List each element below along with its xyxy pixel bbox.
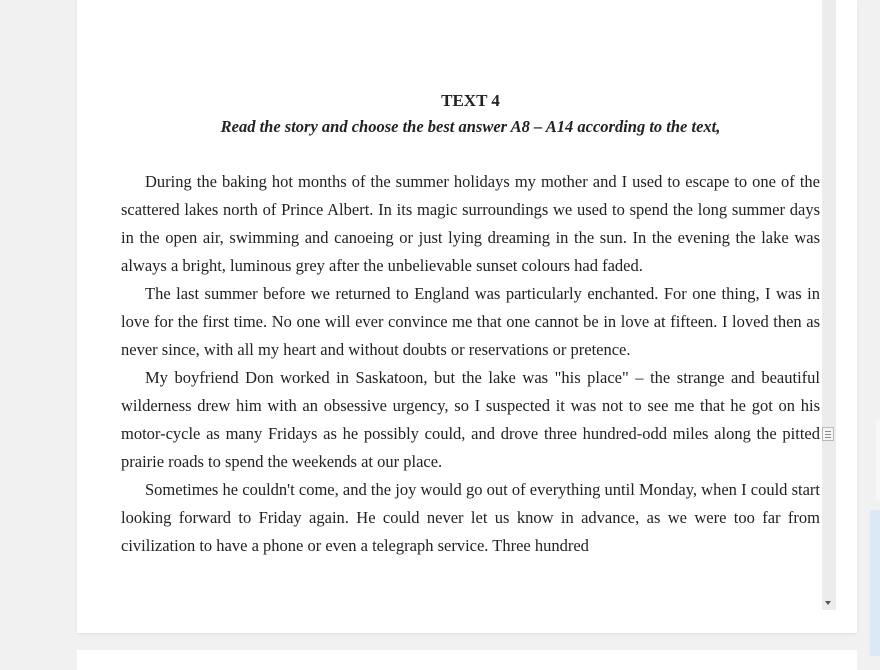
section-heading: TEXT 4: [441, 91, 500, 110]
spacer: [121, 140, 820, 168]
paragraph-4: Sometimes he couldn't come, and the joy would go out of everything until Monday, when I could start looking forward to Friday again. He could never let us know in advance, as we were too far from civilization to have a phone or even a telegraph service. Three hundred: [121, 480, 820, 555]
document-content: [121, 88, 820, 560]
task-instruction: Read the story and choose the best answer A8 – A14 according to the text,: [220, 117, 721, 136]
paragraph-3: My boyfriend Don worked in Saskatoon, but the lake was "his place" – the strange and beautiful wilderness drew him with an obsessive urgency, so I suspected it was not to see me that he got on his motor-cycle as many Fridays as he possibly could, and drove three hundred-odd miles along the pitted prairie roads to spend the weekends at our place.: [121, 368, 820, 471]
next-document-page: [77, 650, 857, 670]
paragraph-1: During the baking hot months of the summer holidays my mother and I used to escape to one of the scattered lakes north of Prince Albert. In its magic surroundings we used to spend the long summer days in the open air, swimming and canoeing or just lying dreaming in the sun. In the evening the lake was always a bright, luminous grey after the unbelievable sunset colours had faded.: [121, 172, 820, 275]
paragraph-2: The last summer before we returned to England was particularly enchanted. For one thing, I was in love for the first time. No one will ever convince me that one cannot be in love at fifteen. I loved then as never since, with all my heart and without doubts or reservations or pretence.: [121, 284, 820, 359]
side-panel-highlight: [870, 510, 880, 656]
scrollbar-track[interactable]: [822, 0, 836, 610]
side-panel-edge: [876, 420, 880, 500]
scroll-position-marker-icon[interactable]: [822, 427, 834, 441]
scroll-down-arrow-icon[interactable]: [825, 601, 831, 605]
